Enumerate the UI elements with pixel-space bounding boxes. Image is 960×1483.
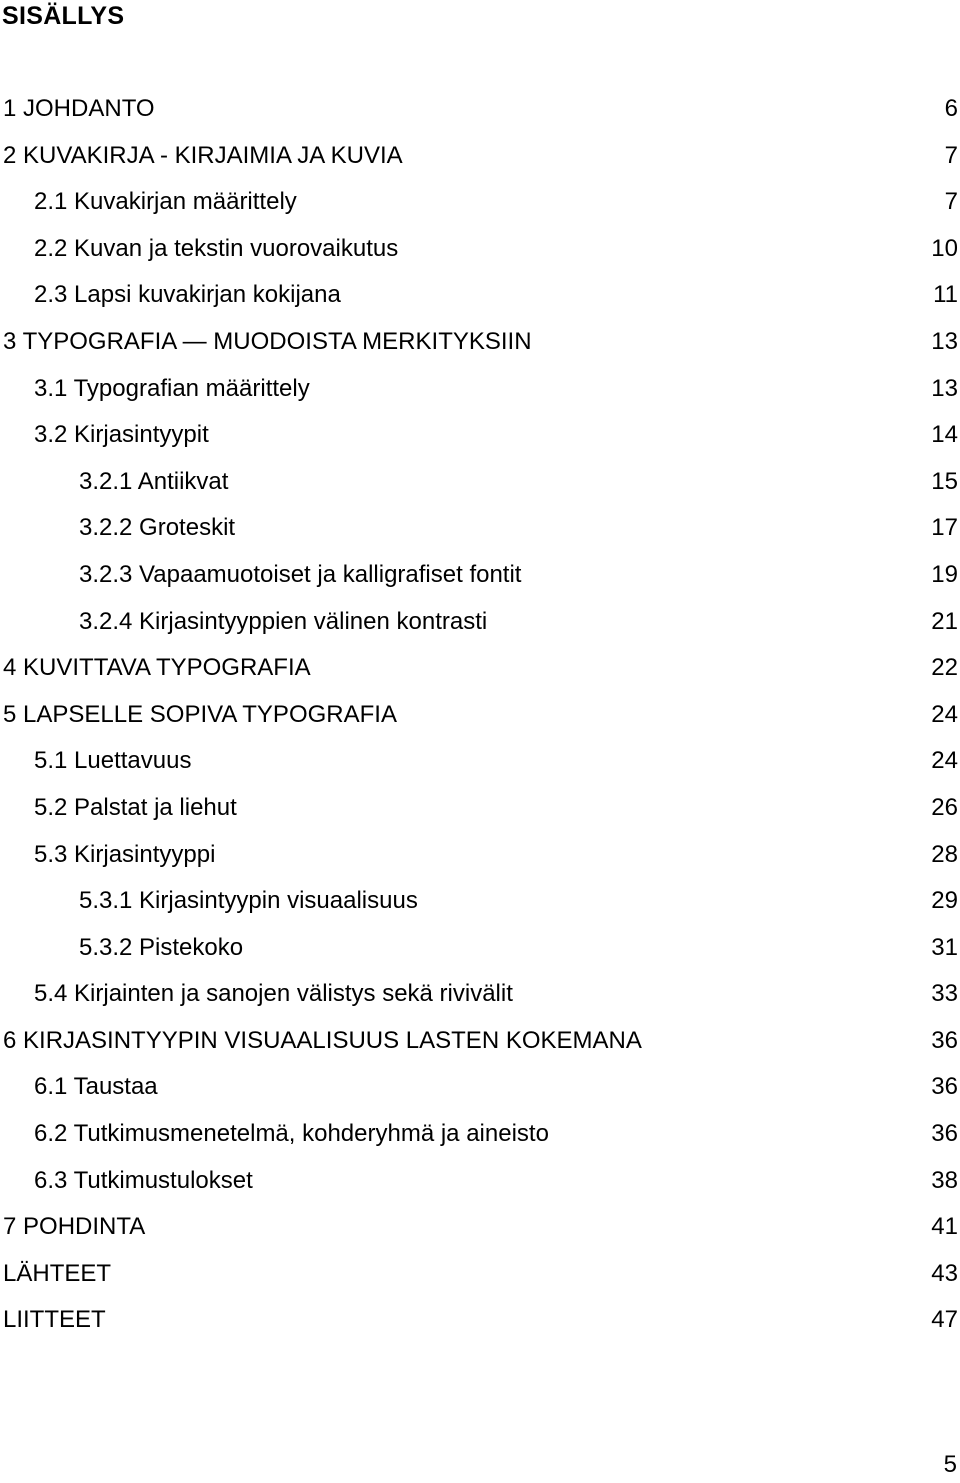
toc-entry-page: 41: [931, 1213, 958, 1241]
table-of-contents: [3, 86, 960, 1344]
page-title: SISÄLLYS: [2, 2, 125, 30]
toc-entry-title: 5.3.2 Pistekoko: [79, 933, 244, 961]
toc-entry-page: 21: [931, 607, 958, 635]
toc-entry: [3, 133, 960, 180]
toc-entry: [3, 272, 960, 319]
toc-entry-page: 24: [931, 700, 958, 728]
toc-entry-page: 17: [931, 514, 958, 542]
toc-entry-page: 36: [931, 1120, 958, 1148]
toc-entry: [3, 785, 960, 832]
toc-entry: [3, 179, 960, 226]
toc-entry: [3, 86, 960, 133]
toc-entry-page: 14: [931, 421, 958, 449]
toc-entry-title: 3.2.1 Antiikvat: [79, 467, 229, 495]
toc-entry-title: 3.1 Typografian määrittely: [34, 374, 310, 402]
toc-entry: [3, 878, 960, 925]
toc-entry-page: 7: [944, 141, 958, 169]
toc-entry-title: 3.2.2 Groteskit: [79, 514, 236, 542]
toc-entry-page: 28: [931, 840, 958, 868]
toc-entry: [3, 738, 960, 785]
toc-entry-title: 6.1 Taustaa: [34, 1073, 158, 1101]
toc-entry: [3, 505, 960, 552]
toc-entry: [3, 645, 960, 692]
toc-entry-title: 3 TYPOGRAFIA — MUODOISTA MERKITYKSIIN: [3, 327, 532, 355]
toc-entry: [3, 366, 960, 413]
page-number: 5: [943, 1451, 957, 1478]
toc-entry: [3, 692, 960, 739]
toc-entry-title: 5.3 Kirjasintyyppi: [34, 840, 216, 868]
toc-entry-page: 26: [931, 793, 958, 821]
toc-entry-page: 7: [944, 188, 958, 216]
toc-entry-title: 2.3 Lapsi kuvakirjan kokijana: [34, 281, 341, 309]
toc-entry-title: 6 KIRJASINTYYPIN VISUAALISUUS LASTEN KOKEMANA: [3, 1026, 642, 1054]
toc-entry-title: 1 JOHDANTO: [3, 95, 155, 122]
toc-entry-title: 3.2.3 Vapaamuotoiset ja kalligrafiset fontit: [79, 560, 522, 588]
toc-entry: [3, 1018, 960, 1065]
toc-entry-title: 5.3.1 Kirjasintyypin visuaalisuus: [79, 887, 418, 915]
toc-entry-page: 15: [931, 467, 958, 495]
toc-entry-page: 36: [931, 1026, 958, 1054]
toc-entry-title: 5.2 Palstat ja liehut: [34, 793, 237, 821]
toc-entry: [3, 599, 960, 646]
toc-entry-title: 2 KUVAKIRJA - KIRJAIMIA JA KUVIA: [3, 141, 403, 169]
toc-entry-title: LÄHTEET: [3, 1259, 112, 1287]
toc-entry: [3, 1251, 960, 1298]
toc-entry: [3, 412, 960, 459]
toc-entry: [3, 1204, 960, 1251]
toc-entry: [3, 925, 960, 972]
toc-entry-page: 6: [944, 95, 958, 122]
toc-entry-title: 2.1 Kuvakirjan määrittely: [34, 188, 297, 216]
toc-entry-title: 5.1 Luettavuus: [34, 747, 192, 775]
toc-entry-page: 33: [931, 980, 958, 1008]
toc-entry: [3, 459, 960, 506]
toc-entry-title: 4 KUVITTAVA TYPOGRAFIA: [3, 654, 311, 682]
toc-entry-page: 38: [931, 1166, 958, 1194]
toc-entry-page: 19: [931, 560, 958, 588]
toc-entry-title: 5 LAPSELLE SOPIVA TYPOGRAFIA: [3, 700, 397, 728]
toc-entry-title: 3.2.4 Kirjasintyyppien välinen kontrasti: [79, 607, 488, 635]
toc-entry-title: LIITTEET: [3, 1306, 106, 1334]
toc-entry-page: 43: [931, 1259, 958, 1287]
toc-entry-title: 6.2 Tutkimusmenetelmä, kohderyhmä ja aineisto: [34, 1120, 549, 1148]
toc-entry-page: 11: [933, 281, 958, 309]
toc-entry: [3, 1111, 960, 1158]
toc-entry-page: 47: [931, 1306, 958, 1334]
toc-entry-title: 6.3 Tutkimustulokset: [34, 1166, 253, 1194]
toc-entry-page: 10: [931, 234, 958, 262]
toc-entry-title: 2.2 Kuvan ja tekstin vuorovaikutus: [34, 234, 399, 262]
toc-entry: [3, 1297, 960, 1344]
toc-entry-page: 31: [931, 933, 958, 961]
toc-entry-page: 36: [931, 1073, 958, 1101]
toc-entry-page: 13: [931, 374, 958, 402]
toc-entry: [3, 1064, 960, 1111]
toc-entry: [3, 552, 960, 599]
toc-entry-page: 29: [931, 887, 958, 915]
toc-entry-page: 13: [931, 327, 958, 355]
toc-entry-page: 22: [931, 654, 958, 682]
toc-entry-page: 24: [931, 747, 958, 775]
toc-entry: [3, 1158, 960, 1205]
toc-entry-title: 7 POHDINTA: [3, 1213, 146, 1241]
toc-entry: [3, 971, 960, 1018]
toc-entry: [3, 226, 960, 273]
toc-entry-title: 3.2 Kirjasintyypit: [34, 421, 209, 449]
toc-entry: [3, 832, 960, 879]
toc-entry: [3, 319, 960, 366]
toc-entry-title: 5.4 Kirjainten ja sanojen välistys sekä rivivälit: [34, 980, 513, 1008]
